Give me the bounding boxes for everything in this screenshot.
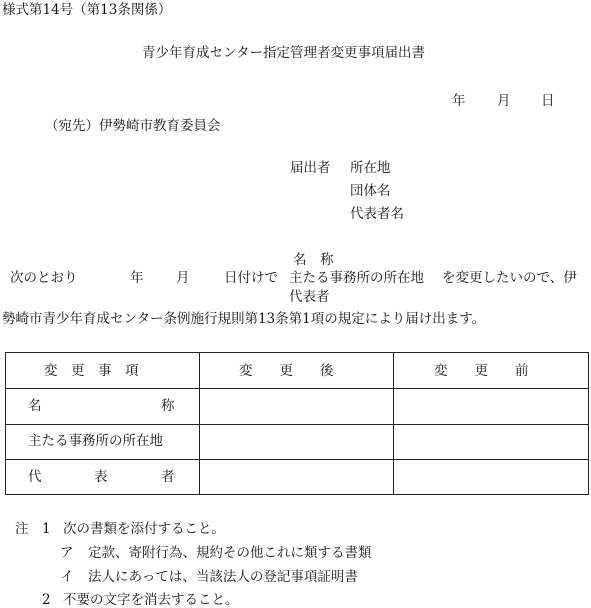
table-row-separator [6,424,588,425]
table-row-separator [6,388,588,389]
row-label-name-left: 名 [28,398,42,414]
option-office: 主たる事務所の所在地 [289,270,424,286]
note-a-text: 定款、寄附行為、規約その他これに類する書類 [88,545,372,561]
form-number: 様式第14号（第13条関係） [2,2,172,18]
notes-label: 注 [15,521,29,537]
body-date-suffix: 日付けで [224,270,278,286]
option-representative: 代表者 [289,289,330,305]
change-table [5,352,589,495]
body-lead: 次のとおり [10,270,78,286]
note-i-kana: イ [60,569,74,585]
table-row-separator [6,459,588,460]
date-year: 年 [452,93,466,109]
date-month: 月 [497,93,511,109]
row-label-rep-mid: 表 [94,469,108,485]
note-a-kana: ア [60,545,74,561]
body-year: 年 [130,270,144,286]
notifier-representative-label: 代表者名 [350,206,404,222]
column-header-after: 変 更 後 [239,363,334,379]
note-2-text: 不要の文字を消去すること。 [63,592,239,608]
date-day: 日 [541,93,555,109]
column-header-before: 変 更 前 [434,363,529,379]
note-1-number: 1 [42,521,51,537]
notifier-organization-label: 団体名 [350,183,391,199]
page-title: 青少年育成センター指定管理者変更事項届出書 [142,45,425,61]
note-1-text: 次の書類を添付すること。 [63,521,225,537]
body-tail: を変更したいので、伊 [442,270,577,286]
cell-after-office[interactable] [202,427,390,457]
note-i-text: 法人にあっては、当該法人の登記事項証明書 [88,569,358,585]
body-line2: 勢崎市青少年育成センター条例施行規則第13条第1項の規定により届け出ます。 [2,311,486,327]
row-label-name-right: 称 [161,398,175,414]
column-header-item: 変 更 事 項 [44,363,139,379]
notifier-label: 届出者 [290,160,331,176]
cell-after-name[interactable] [202,391,390,421]
row-label-office: 主たる事務所の所在地 [28,433,163,449]
body-month: 月 [176,270,190,286]
row-label-rep-right: 者 [161,469,175,485]
option-name: 名 称 [293,252,334,268]
cell-after-representative[interactable] [202,462,390,492]
note-2-number: 2 [42,592,51,608]
cell-before-name[interactable] [396,391,586,421]
notifier-address-label: 所在地 [350,160,391,176]
addressee: （宛先）伊勢崎市教育委員会 [45,118,221,134]
cell-before-representative[interactable] [396,462,586,492]
cell-before-office[interactable] [396,427,586,457]
row-label-rep-left: 代 [28,469,42,485]
